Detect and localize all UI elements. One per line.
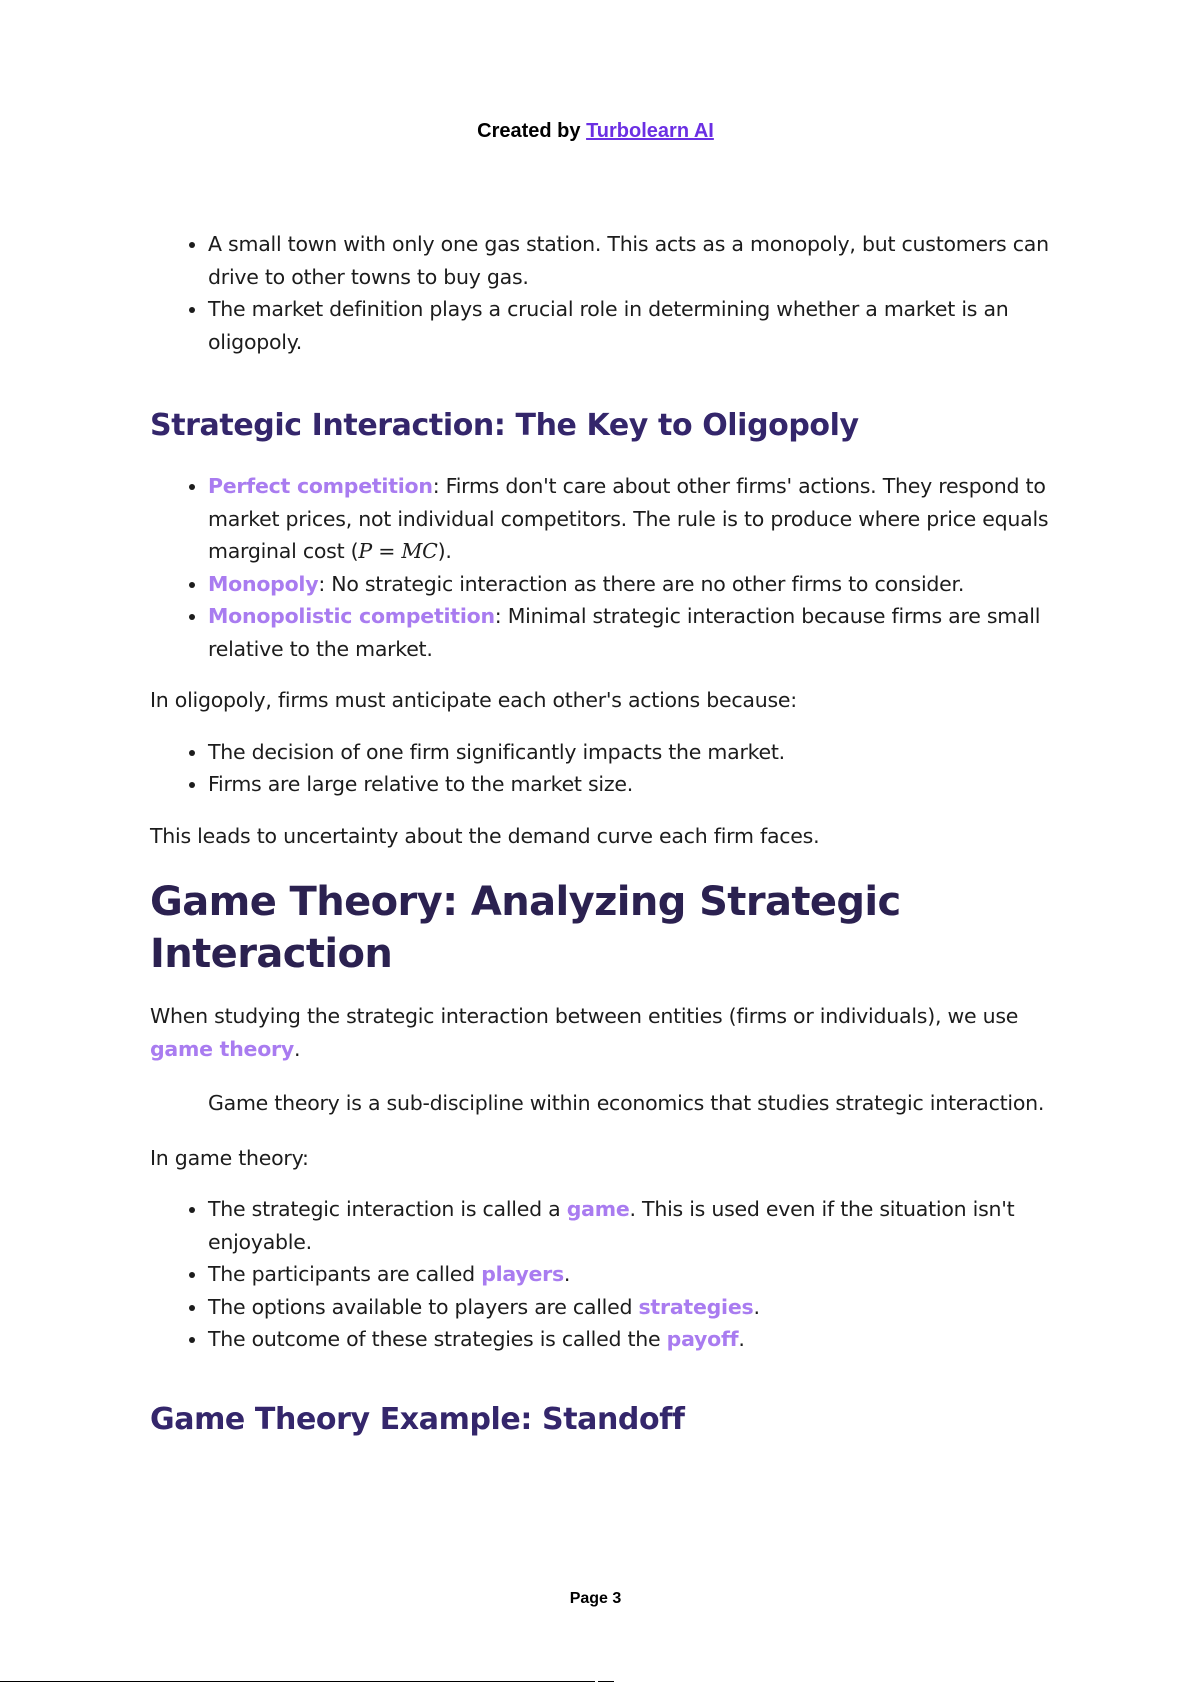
section-heading-game-theory: Game Theory: Analyzing Strategic Interaction	[150, 879, 901, 977]
list-item-text-end: ).	[437, 539, 452, 563]
math-mc: MC	[401, 539, 438, 563]
term-payoff: payoff	[666, 1327, 739, 1351]
list-item-text: : No strategic interaction as there are no other firms to consider.	[318, 571, 965, 596]
term-game: game	[566, 1197, 630, 1221]
game-theory-terms-list	[150, 1193, 1050, 1356]
list-item: • A small town with only one gas station. This acts as a monopoly, but customers can drive to other towns to buy gas.	[208, 228, 1050, 293]
list-item	[208, 568, 1050, 601]
paragraph-uncertainty: This leads to uncertainty about the demand curve each firm faces.	[150, 823, 820, 848]
list-item	[208, 600, 1050, 665]
definition-quote: Game theory is a sub-discipline within economics that studies strategic interaction.	[208, 1091, 1045, 1115]
math-p: P	[358, 539, 372, 563]
intro-list	[150, 228, 1050, 358]
list-item: • The decision of one firm significantly impacts the market.	[208, 736, 1050, 769]
document-body	[150, 228, 1050, 1440]
list-item: • The outcome of these strategies is called the payoff.	[208, 1323, 1050, 1356]
bottom-divider	[0, 1681, 595, 1682]
paragraph-anticipate: In oligopoly, firms must anticipate each other's actions because:	[150, 688, 797, 712]
term-strategies: strategies	[638, 1294, 754, 1319]
page-number: Page 3	[569, 1590, 622, 1607]
list-item: • The participants are called players.	[208, 1258, 1050, 1291]
turbolearn-link[interactable]: Turbolearn AI	[586, 120, 714, 142]
intro-text: When studying the strategic interaction between entities (firms or individuals), we use	[150, 1004, 1019, 1028]
term-monopolistic-competition: Monopolistic competition	[208, 604, 495, 628]
list-item: • The market definition plays a crucial role in determining whether a market is an oligopoly.	[208, 293, 1050, 358]
list-item: • Firms are large relative to the market size.	[208, 768, 1050, 801]
page-header	[0, 120, 1191, 143]
list-item-text: : Firms don't care about other firms' actions. They respond to market prices, not individual competitors. The rule is to produce where price equals marginal cost (	[208, 474, 1049, 563]
list-item-text: : Minimal strategic interaction because firms are small relative to the market.	[208, 604, 1041, 661]
term-monopoly: Monopoly	[208, 571, 319, 596]
list-item: • The options available to players are called strategies.	[208, 1291, 1050, 1324]
paragraph-in-game-theory: In game theory:	[150, 1145, 309, 1170]
term-game-theory: game theory	[150, 1036, 295, 1061]
section-heading-strategic: Strategic Interaction: The Key to Oligopoly	[150, 408, 859, 443]
term-players: players	[481, 1262, 564, 1286]
reasons-list	[150, 736, 1050, 801]
header-prefix: Created by	[477, 120, 587, 142]
list-item	[208, 470, 1050, 568]
intro-text-end: .	[294, 1036, 301, 1061]
term-perfect-competition: Perfect competition	[208, 474, 433, 498]
math-eq: =	[371, 539, 402, 563]
list-item: • The strategic interaction is called a game. This is used even if the situation isn't enjoyable.	[208, 1193, 1050, 1258]
paragraph-game-theory-intro	[150, 1000, 1050, 1065]
bottom-divider-short	[598, 1681, 614, 1682]
market-structures-list	[150, 470, 1050, 665]
section-heading-standoff: Game Theory Example: Standoff	[150, 1401, 685, 1437]
